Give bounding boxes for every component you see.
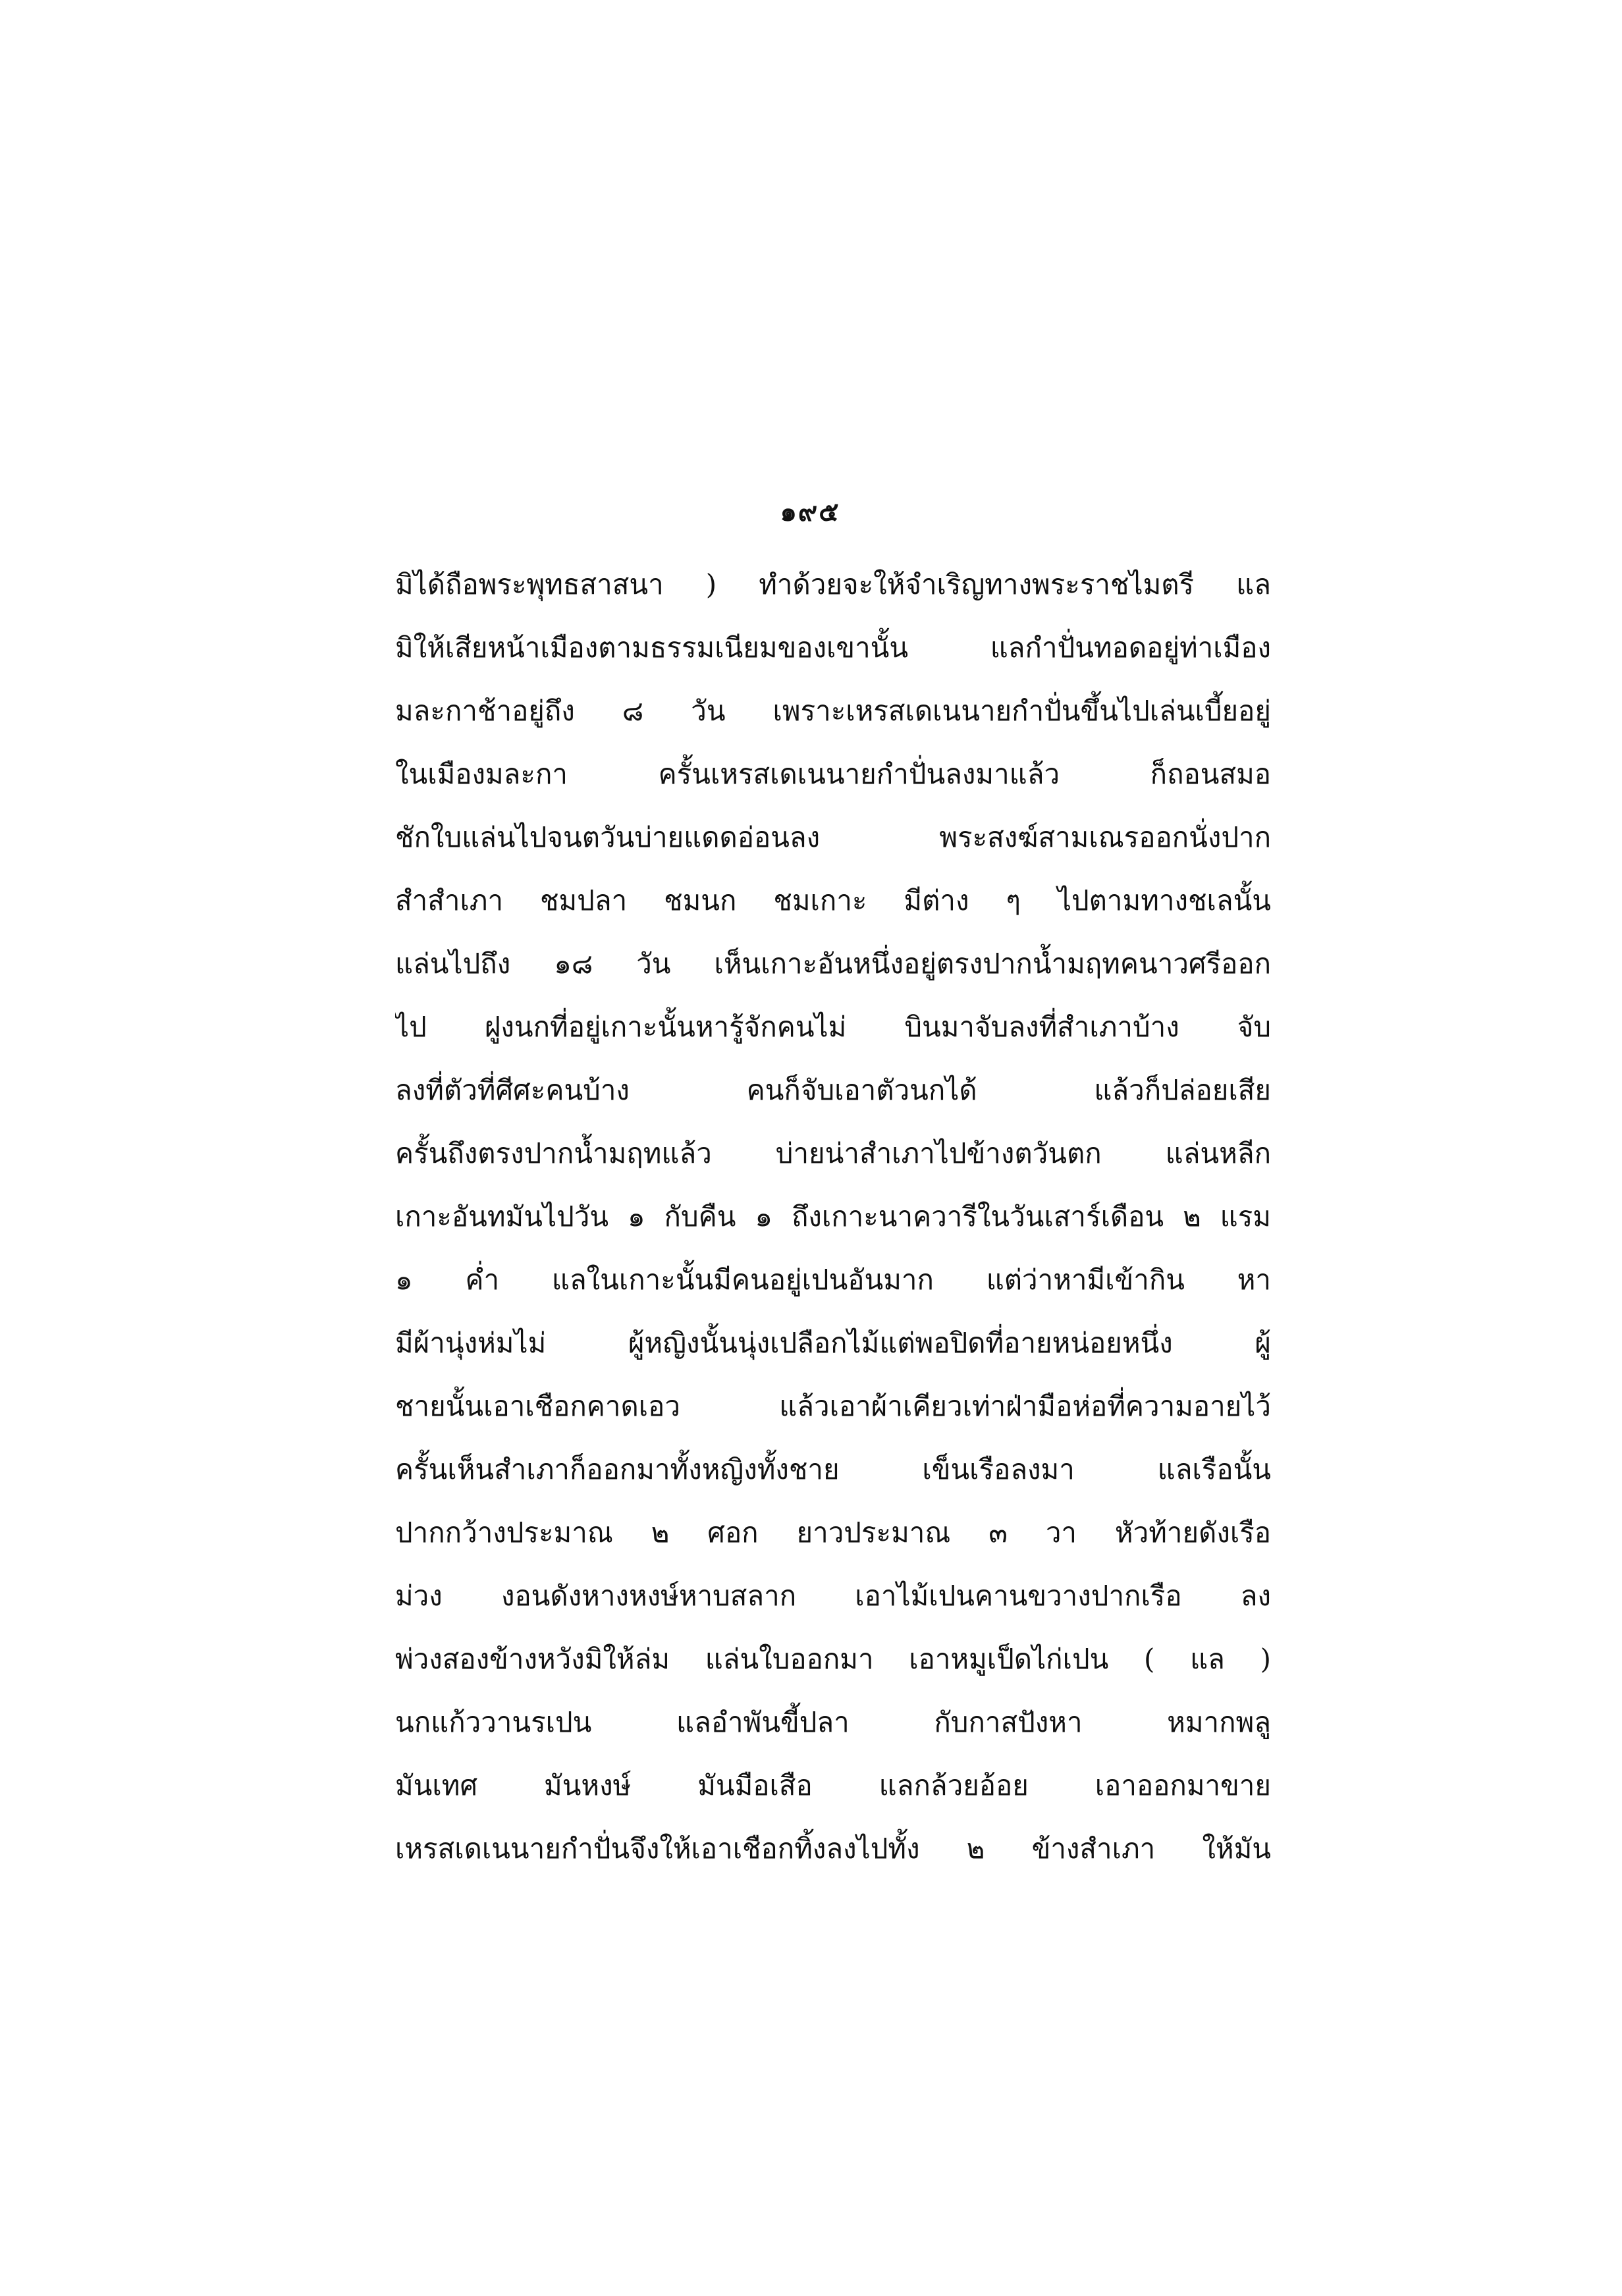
- page-number: ๑๙๕: [780, 496, 840, 527]
- text-line: เหรสเดเนนายกำปั่นจึงให้เอาเชือกทิ้งลงไปทั้ง ๒ ข้างสำเภา ให้มัน: [395, 1832, 1271, 1865]
- body-text: [395, 553, 1271, 1881]
- text-line: สำสำเภา ชมปลา ชมนก ชมเกาะ มีต่าง ๆ ไปตามทางชเลนั้น: [395, 884, 1271, 917]
- text-line: แล่นไปถึง ๑๘ วัน เห็นเกาะอันหนึ่งอยู่ตรงปากน้ำมฤทคนาวศรีออก: [395, 948, 1271, 980]
- text-line: พ่วงสองข้างหวังมิให้ล่ม แล่นใบออกมา เอาหมูเป็ดไก่เปน ( แล ): [395, 1643, 1271, 1675]
- text-line: เกาะอันทมันไปวัน ๑ กับคืน ๑ ถึงเกาะนาควารีในวันเสาร์เดือน ๒ แรม: [395, 1200, 1271, 1233]
- text-line: ชายนั้นเอาเชือกคาดเอว แล้วเอาผ้าเคียวเท่าฝ่ามือห่อที่ความอายไว้: [395, 1390, 1271, 1422]
- text-line: มละกาช้าอยู่ถึง ๘ วัน เพราะเหรสเดเนนายกำปั่นขึ้นไปเล่นเบี้ยอยู่: [395, 695, 1271, 727]
- text-line: มิให้เสียหน้าเมืองตามธรรมเนียมของเขานั้น แลกำปั่นทอดอยู่ท่าเมือง: [395, 631, 1271, 664]
- text-line: ลงที่ตัวที่ศีศะคนบ้าง คนก็จับเอาตัวนกได้ แล้วก็ปล่อยเสีย: [395, 1074, 1271, 1106]
- text-line: มีผ้านุ่งห่มไม่ ผู้หญิงนั้นนุ่งเปลือกไม้แต่พอปิดที่อายหน่อยหนึ่ง ผู้: [395, 1327, 1271, 1359]
- text-line: นกแก้ววานรเปน แลอำพันขี้ปลา กับกาสปังหา หมากพลู: [395, 1706, 1271, 1738]
- text-line: ปากกว้างประมาณ ๒ ศอก ยาวประมาณ ๓ วา หัวท้ายดังเรือ: [395, 1516, 1271, 1549]
- text-line: มันเทศ มันหงษ์ มันมือเสือ แลกล้วยอ้อย เอาออกมาขาย: [395, 1769, 1271, 1802]
- text-line: ชักใบแล่นไปจนตวันบ่ายแดดอ่อนลง พระสงฆ์สามเณรออกนั่งปาก: [395, 821, 1271, 853]
- text-line: ครั้นถึงตรงปากน้ำมฤทแล้ว บ่ายน่าสำเภาไปข้างตวันตก แล่นหลีก: [395, 1137, 1271, 1169]
- text-line: มิได้ถือพระพุทธสาสนา ) ทำด้วยจะให้จำเริญทางพระราชไมตรี แล: [395, 568, 1271, 601]
- text-line: ในเมืองมละกา ครั้นเหรสเดเนนายกำปั่นลงมาแล้ว ก็ถอนสมอ: [395, 758, 1271, 790]
- text-line: ไป ฝูงนกที่อยู่เกาะนั้นหารู้จักคนไม่ บินมาจับลงที่สำเภาบ้าง จับ: [395, 1011, 1271, 1043]
- text-line: ม่วง งอนดังหางหงษ์หาบสลาก เอาไม้เปนคานขวางปากเรือ ลง: [395, 1580, 1271, 1612]
- text-line: ครั้นเห็นสำเภาก็ออกมาทั้งหญิงทั้งชาย เข็นเรือลงมา แลเรือนั้น: [395, 1453, 1271, 1485]
- text-line: ๑ ค่ำ แลในเกาะนั้นมีคนอยู่เปนอันมาก แต่ว่าหามีเข้ากิน หา: [395, 1264, 1271, 1296]
